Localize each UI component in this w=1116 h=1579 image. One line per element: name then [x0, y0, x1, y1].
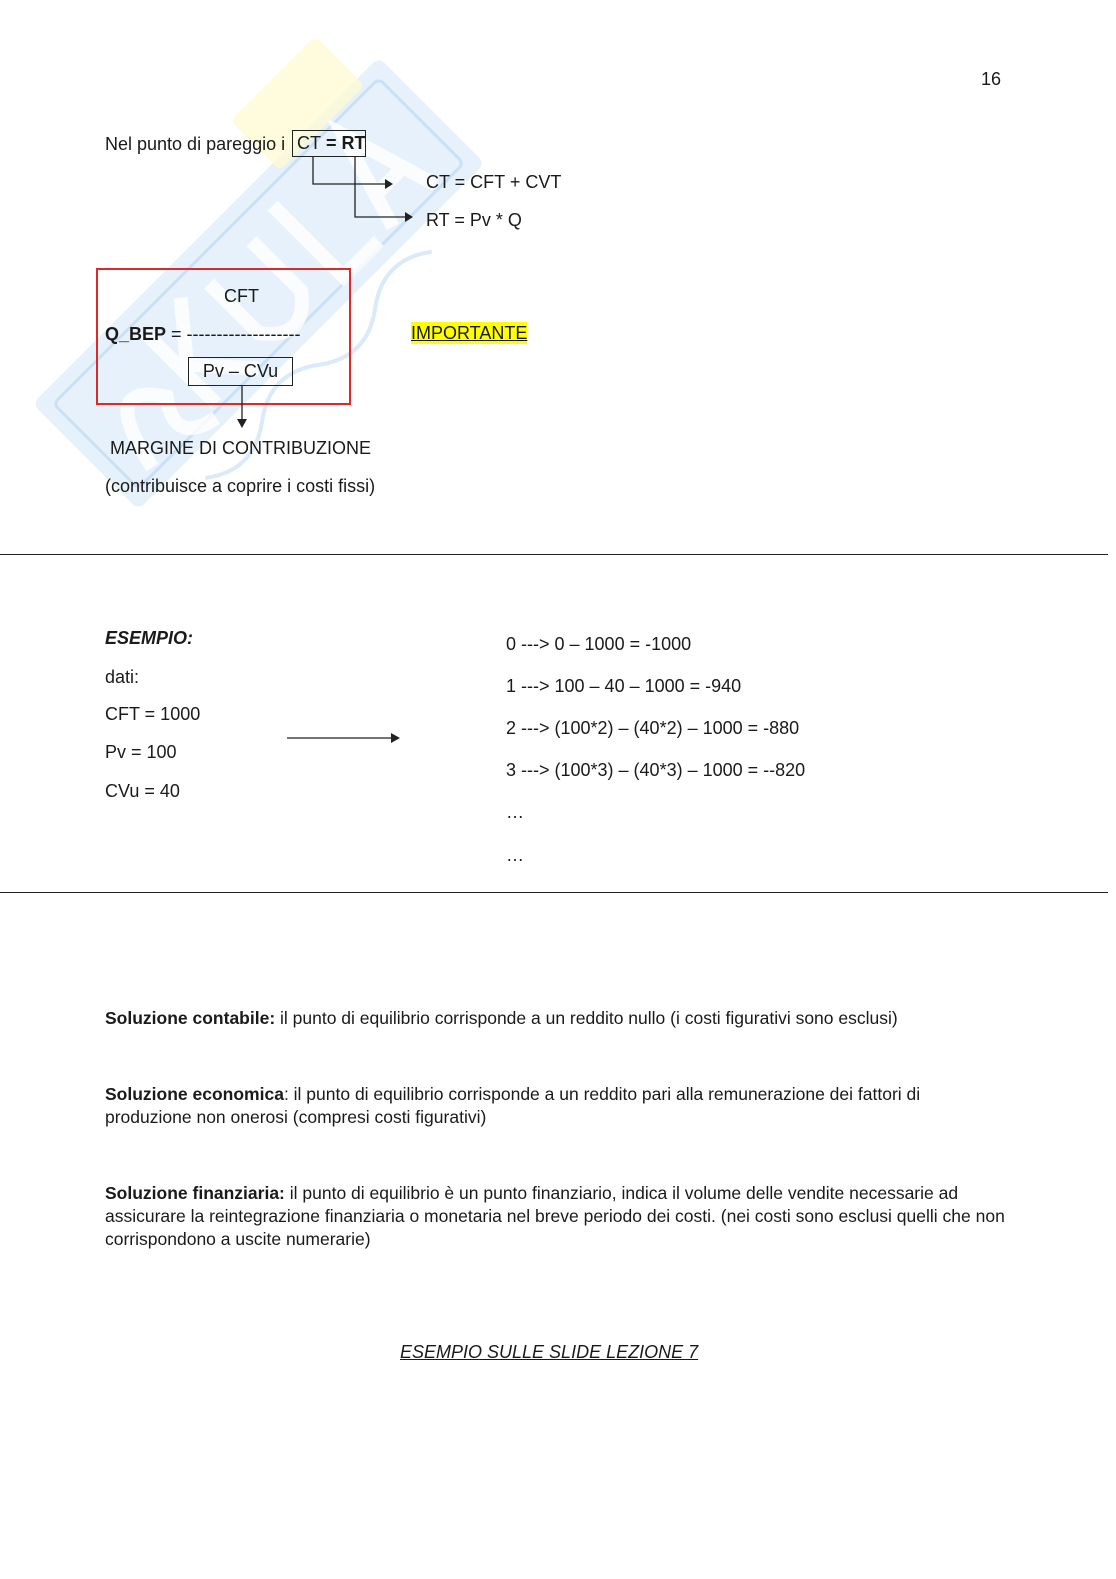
- slides-example-link[interactable]: ESEMPIO SULLE SLIDE LEZIONE 7: [400, 1342, 699, 1362]
- breakeven-intro: Nel punto di pareggio i: [105, 134, 286, 154]
- solution-financial: [105, 1182, 1005, 1251]
- example-given-cvu: CVu = 40: [105, 781, 180, 801]
- example-result-row: 3 ---> (100*3) – (40*3) – 1000 = --820: [506, 760, 806, 780]
- formula-connector-arrows: [305, 156, 420, 226]
- example-title: ESEMPIO:: [105, 628, 194, 648]
- example-given-pv: Pv = 100: [105, 742, 177, 762]
- ct-rt-box-eq: = RT: [321, 133, 366, 153]
- example-result-row: 2 ---> (100*2) – (40*2) – 1000 = -880: [506, 718, 800, 738]
- example-result-row: 0 ---> 0 – 1000 = -1000: [506, 634, 692, 654]
- page-number: 16: [981, 69, 1002, 89]
- solution-economic: [105, 1083, 1005, 1129]
- ct-formula: CT = CFT + CVT: [426, 172, 562, 192]
- qbep-lhs: Q_BEP: [105, 324, 167, 344]
- solution-economic-label: Soluzione economica: [105, 1084, 284, 1104]
- margin-title: MARGINE DI CONTRIBUZIONE: [110, 438, 372, 458]
- solution-accounting-label: Soluzione contabile:: [105, 1008, 276, 1028]
- qbep-fraction-line: = -------------------: [166, 324, 301, 344]
- example-data-label: dati:: [105, 667, 140, 687]
- example-given-cft: CFT = 1000: [105, 704, 201, 724]
- divider-top: [0, 554, 1108, 555]
- solution-financial-label: Soluzione finanziaria:: [105, 1183, 285, 1203]
- solution-accounting: [105, 1007, 1005, 1030]
- margin-note: (contribuisce a coprire i costi fissi): [105, 476, 376, 496]
- importante-highlight: IMPORTANTE: [411, 323, 528, 343]
- example-result-ellipsis: …: [506, 802, 524, 822]
- example-result-row: 1 ---> 100 – 40 – 1000 = -940: [506, 676, 742, 696]
- margin-arrow: [235, 386, 249, 430]
- rt-formula: RT = Pv * Q: [426, 210, 522, 230]
- example-result-ellipsis: …: [506, 845, 524, 865]
- qbep-numerator: CFT: [224, 286, 259, 306]
- divider-bottom: [0, 892, 1108, 893]
- solution-financial-text: il punto di equilibrio è un punto finanziario, indica il volume delle vendite necessarie ad assicurare la reintegrazione finanziaria o monetaria nel breve periodo dei costi. (nei costi sono esclusi quelli che non corrispondono a uscite numerarie): [105, 1183, 1005, 1249]
- solution-accounting-text: il punto di equilibrio corrisponde a un reddito nullo (i costi figurativi sono esclusi): [275, 1008, 898, 1028]
- qbep-denominator: Pv – CVu: [188, 357, 293, 386]
- solution-economic-text: : il punto di equilibrio corrisponde a un reddito pari alla remunerazione dei fattori di produzione non onerosi (compresi costi figurativi): [105, 1084, 921, 1127]
- example-arrow: [287, 731, 403, 745]
- ct-rt-box-ct: CT: [297, 133, 321, 153]
- ct-rt-box: [292, 130, 366, 157]
